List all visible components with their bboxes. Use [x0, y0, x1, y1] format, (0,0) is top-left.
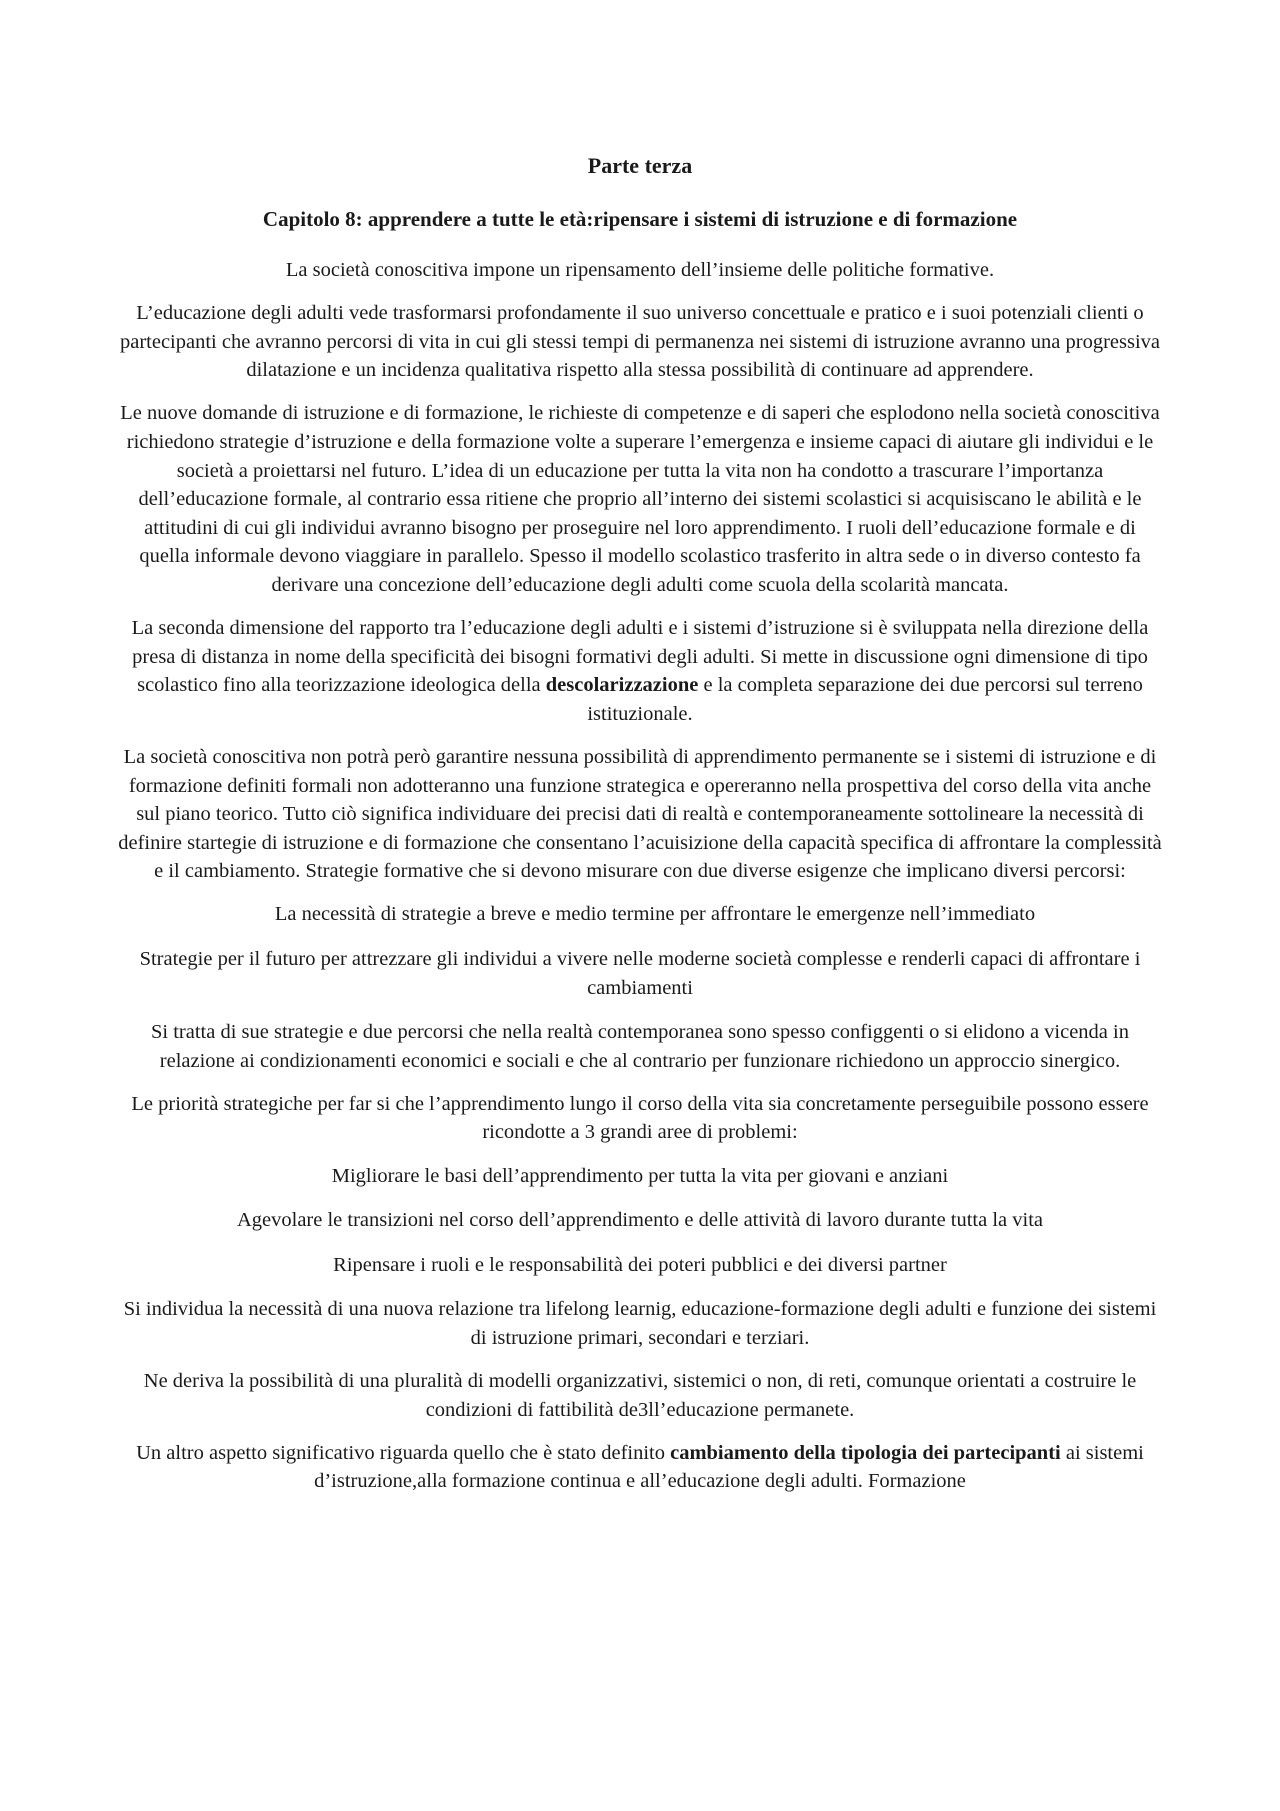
list-item-4: Agevolare le transizioni nel corso dell’apprendimento e delle attività di lavoro durante tutta la vita	[236, 1209, 1044, 1232]
paragraph-1: La società conoscitiva impone un ripensamento dell’insieme delle politiche formative.	[285, 259, 995, 281]
paragraph-8: Si individua la necessità di una nuova relazione tra lifelong learnig, educazione-formazione degli adulti e funzione dei sistemi di istruzione primari, secondari e terziari.	[123, 1298, 1157, 1349]
paragraph-10	[118, 1439, 1162, 1496]
list-item-3: Migliorare le basi dell’apprendimento per tutta la vita per giovani e anziani	[331, 1164, 949, 1187]
paragraph-7: Le priorità strategiche per far si che l’apprendimento lungo il corso della vita sia concretamente perseguibile possono essere ricondotte a 3 grandi aree di problemi:	[131, 1092, 1149, 1144]
paragraph-6: Si tratta di sue strategie e due percorsi che nella realtà contemporanea sono spesso configgenti o si elidono a vicenda in relazione ai condizionamenti economici e sociali e che al contrario per funzionare richiedono un approccio sinergico.	[151, 1021, 1129, 1072]
paragraph-10-text-a: Un altro aspetto significativo riguarda quello che è stato definito	[136, 1441, 671, 1464]
document-body	[118, 150, 1162, 1510]
paragraph-4	[118, 614, 1162, 728]
list-item-5: Ripensare i ruoli e le responsabilità dei poteri pubblici e dei diversi partner	[333, 1253, 947, 1276]
list-item-1: La necessità di strategie a breve e medio termine per affrontare le emergenze nell’immediato	[274, 903, 1036, 926]
paragraph-10-bold: cambiamento della tipologia dei partecipanti	[670, 1441, 1061, 1464]
paragraph-5: La società conoscitiva non potrà però garantire nessuna possibilità di apprendimento permanente se i sistemi di istruzione e di formazione definiti formali non adotteranno una funzione strategica e opereranno nella prospettiva del corso della vita anche sul piano teorico. Tutto ciò significa individuare dei precisi dati di realtà e contemporaneamente sottolineare la necessità di definire startegie di istruzione e di formazione che consentano l’acuisizione della capacità specifica di affrontare la complessità e il cambiamento. Strategie formative che si devono misurare con due diverse esigenze che implicano diversi percorsi:	[118, 745, 1162, 883]
chapter-title: Capitolo 8: apprendere a tutte le età:ripensare i sistemi di istruzione e di formazione	[262, 207, 1018, 231]
paragraph-4-text-b: e la completa separazione dei due percorsi sul terreno istituzionale.	[587, 674, 1143, 725]
paragraph-4-bold: descolarizzazione	[545, 674, 699, 697]
paragraph-2: L’educazione degli adulti vede trasformarsi profondamente il suo universo concettuale e pratico e i suoi potenziali clienti o partecipanti che avranno percorsi di vita in cui gli stessi tempi di permanenza nei sistemi di istruzione avranno una progressiva dilatazione e un incidenza qualitativa rispetto alla stessa possibilità di continuare ad apprendere.	[119, 302, 1161, 382]
list-item-2: Strategie per il futuro per attrezzare gli individui a vivere nelle moderne società complesse e renderli capaci di affrontare i cambiamenti	[139, 947, 1141, 999]
paragraph-4-text-a: La seconda dimensione del rapporto tra l’educazione degli adulti e i sistemi d’istruzione si è sviluppata nella direzione della presa di distanza in nome della specificità dei bisogni formativi degli adulti. Si mette in discussione ogni dimensione di tipo scolastico fino alla teorizzazione ideologica della	[131, 617, 1149, 697]
paragraph-9: Ne deriva la possibilità di una pluralità di modelli organizzativi, sistemici o non, di reti, comunque orientati a costruire le condizioni di fattibilità de3ll’educazione permanete.	[143, 1370, 1137, 1421]
paragraph-3: Le nuove domande di istruzione e di formazione, le richieste di competenze e di saperi che esplodono nella società conoscitiva richiedono strategie d’istruzione e della formazione volte a superare l’emergenza e insieme capaci di aiutare gli individui e le società a proiettarsi nel futuro. L’idea di un educazione per tutta la vita non ha condotto a trascurare l’importanza dell’educazione formale, al contrario essa ritiene che proprio all’interno dei sistemi scolastici si acquisiscano le abilità e le attitudini di cui gli individui avranno bisogno per proseguire nel loro apprendimento. I ruoli dell’educazione formale e di quella informale devono viaggiare in parallelo. Spesso il modello scolastico trasferito in altra sede o in diverso contesto fa derivare una concezione dell’educazione degli adulti come scuola della scolarità mancata.	[120, 402, 1160, 596]
paragraph-10-text-b: ai sistemi d’istruzione,alla formazione continua e all’educazione degli adulti. Formazione	[314, 1441, 1144, 1493]
part-title: Parte terza	[587, 153, 693, 178]
